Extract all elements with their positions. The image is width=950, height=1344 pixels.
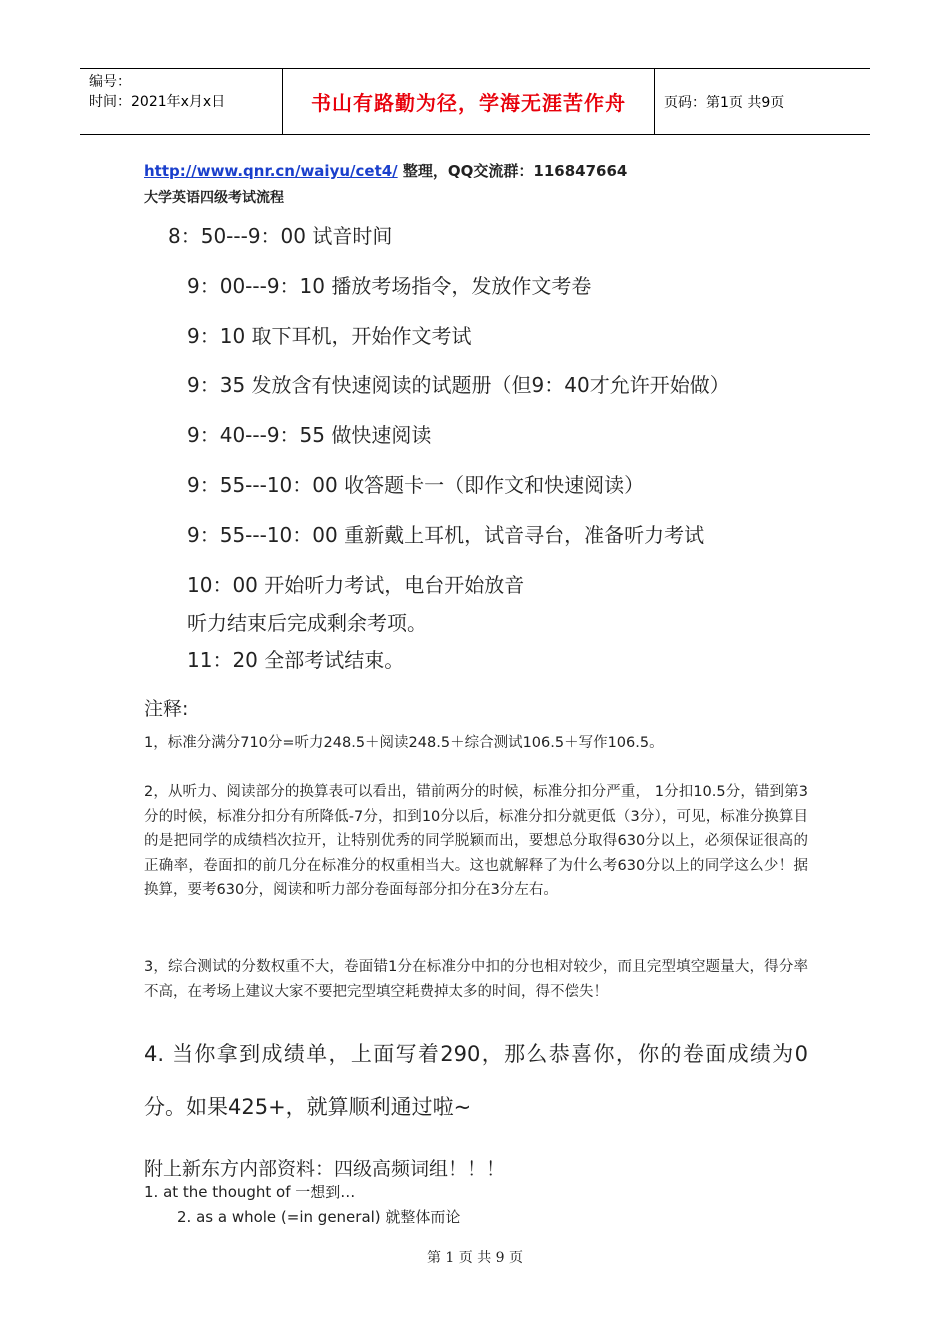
number-label: 编号： <box>89 74 131 90</box>
schedule-item: 9：35 发放含有快速阅读的试题册（但9：40才允许开始做） <box>187 373 730 397</box>
time-label: 时间：2021年x月x日 <box>89 94 226 110</box>
header-meta <box>80 69 282 134</box>
schedule-item: 9：55---10：00 收答题卡一（即作文和快速阅读） <box>187 473 645 497</box>
schedule-item: 11：20 全部考试结束。 <box>187 648 405 672</box>
doc-title: 大学英语四级考试流程 <box>144 190 284 206</box>
vocab-item: 2. as a whole (=in general) 就整体而论 <box>177 1208 461 1226</box>
source-suffix: 整理，QQ交流群：116847664 <box>397 162 628 180</box>
schedule-item: 9：10 取下耳机，开始作文考试 <box>187 324 472 348</box>
header-page-info: 页码：第1页 共9页 <box>664 94 785 111</box>
header-motto: 书山有路勤为径，学海无涯苦作舟 <box>282 69 655 134</box>
note-paragraph: 3，综合测试的分数权重不大，卷面错1分在标准分中扣的分也相对较少，而且完型填空题量大，得分率不高，在考场上建议大家不要把完型填空耗费掉太多的时间，得不偿失！ <box>144 959 808 1000</box>
note-paragraph: 1，标准分满分710分=听力248.5＋阅读248.5＋综合测试106.5＋写作106.5。 <box>144 735 664 751</box>
appendix-heading: 附上新东方内部资料：四级高频词组！！！ <box>144 1158 506 1180</box>
notes-heading: 注释: <box>144 698 189 720</box>
schedule-item: 听力结束后完成剩余考项。 <box>187 611 427 635</box>
page-header <box>80 68 870 135</box>
schedule-item: 9：55---10：00 重新戴上耳机，试音寻台，准备听力考试 <box>187 523 705 547</box>
page-footer: 第 1 页 共 9 页 <box>426 1250 524 1266</box>
schedule-item: 8：50---9：00 试音时间 <box>168 224 393 248</box>
source-link[interactable]: http://www.qnr.cn/waiyu/cet4/ <box>144 162 398 180</box>
note-paragraph: 2，从听力、阅读部分的换算表可以看出，错前两分的时候，标准分扣分严重， 1分扣10.5分，错到第3分的时候，标准分扣分有所降低-7分，扣到10分以后，标准分扣分就更低（3分），可见，标准分换算目的是把同学的成绩档次拉开，让特别优秀的同学脱颖而出，要想总分取得630分以上，必须保证很高的正确率，卷面扣的前几分在标准分的权重相当大。这也就解释了为什么考630分以上的同学这么少！据换算，要考630分，阅读和听力部分卷面每部分扣分在3分左右。 <box>144 784 808 898</box>
schedule-item: 9：00---9：10 播放考场指令，发放作文考卷 <box>187 274 592 298</box>
schedule-item: 9：40---9：55 做快速阅读 <box>187 423 432 447</box>
schedule-item: 10：00 开始听力考试，电台开始放音 <box>187 573 525 597</box>
score-note: 4. 当你拿到成绩单，上面写着290，那么恭喜你，你的卷面成绩为0分。如果425+，就算顺利通过啦~ <box>144 1042 808 1119</box>
source-line <box>144 160 627 181</box>
vocab-item: 1. at the thought of 一想到… <box>144 1183 356 1201</box>
